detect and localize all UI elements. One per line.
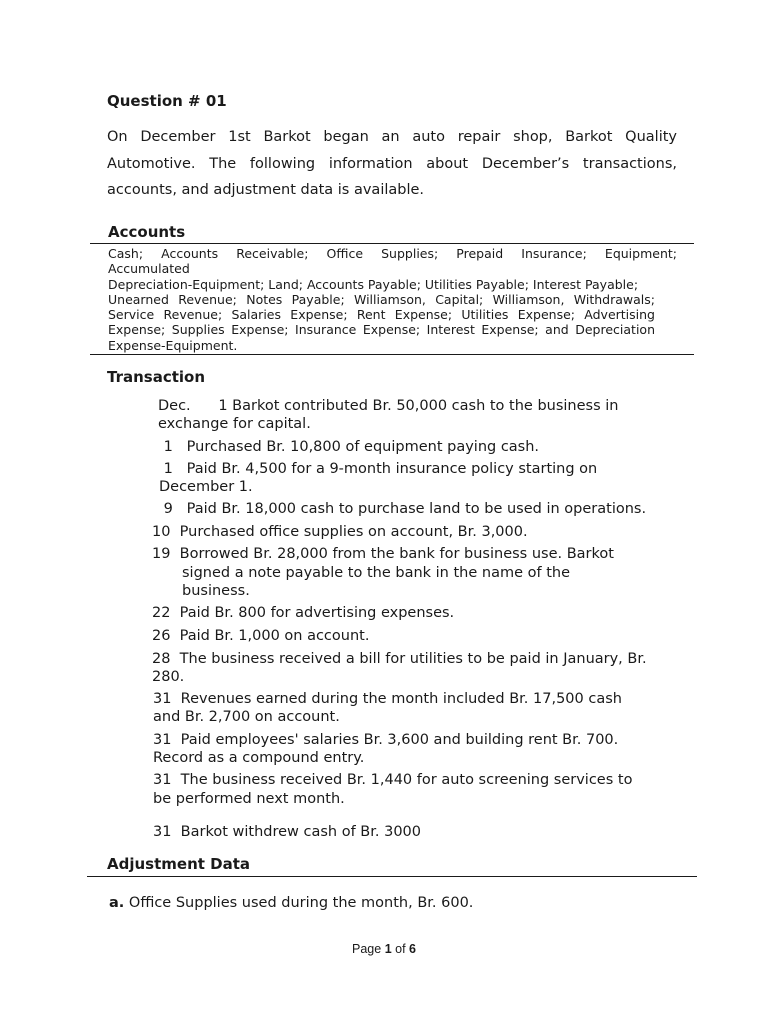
transaction-line: 9 Paid Br. 18,000 cash to purchase land to be used in operations.: [159, 501, 647, 517]
transaction-line: and Br. 2,700 on account.: [153, 709, 340, 725]
transaction-line: 31 Paid employees' salaries Br. 3,600 and building rent Br. 700.: [153, 732, 619, 748]
accounts-line: Expense-Equipment.: [108, 337, 238, 353]
transaction-line: 28 The business received a bill for utilities to be paid in January, Br.: [152, 651, 647, 667]
transaction-line: Dec. 1 Barkot contributed Br. 50,000 cash to the business in: [158, 398, 619, 414]
accounts-line: Service Revenue; Salaries Expense; Rent Expense; Utilities Expense; Advertising: [108, 307, 655, 323]
accounts-line: Unearned Revenue; Notes Payable; Williamson, Capital; Williamson, Withdrawals;: [108, 291, 655, 307]
transaction-line: business.: [182, 583, 250, 599]
intro-paragraph: On December 1st Barkot began an auto repair shop, Barkot Quality Automotive. The following information about December’s transactions, accounts, and adjustment data is available.: [107, 129, 677, 198]
transaction-line: 31 The business received Br. 1,440 for auto screening services to: [153, 772, 633, 788]
transaction-line: 10 Purchased office supplies on account, Br. 3,000.: [152, 524, 528, 540]
transaction-line: 31 Barkot withdrew cash of Br. 3000: [153, 824, 422, 840]
adjustment-heading: Adjustment Data: [107, 855, 251, 873]
adjustment-rule: [87, 876, 697, 877]
accounts-line: Expense; Supplies Expense; Insurance Expense; Interest Expense; and Depreciation: [108, 322, 655, 338]
question-title: Question # 01: [107, 92, 227, 110]
transaction-line: 1 Purchased Br. 10,800 of equipment paying cash.: [159, 439, 540, 455]
transaction-heading: Transaction: [107, 368, 206, 386]
footer-current-page: 1: [384, 942, 392, 956]
transaction-line: be performed next month.: [153, 791, 345, 807]
footer-total-pages: 6: [409, 942, 416, 956]
transaction-line: 19 Borrowed Br. 28,000 from the bank for business use. Barkot: [152, 546, 614, 562]
adjustment-item-a: [109, 895, 473, 911]
transaction-line: 22 Paid Br. 800 for advertising expenses.: [152, 605, 455, 621]
accounts-list: [108, 246, 677, 353]
accounts-bottom-rule: [90, 354, 694, 355]
transaction-line: Record as a compound entry.: [153, 750, 365, 766]
transaction-line: 31 Revenues earned during the month included Br. 17,500 cash: [153, 691, 622, 707]
adjustment-item-label: a.: [109, 895, 125, 911]
accounts-line: Accumulated: [108, 261, 190, 277]
transaction-line: exchange for capital.: [158, 416, 311, 432]
accounts-line: Depreciation-Equipment; Land; Accounts Payable; Utilities Payable; Interest Payable;: [108, 276, 639, 292]
accounts-top-rule: [90, 243, 694, 244]
footer-prefix: Page: [352, 942, 385, 956]
accounts-line: Cash; Accounts Receivable; Office Supplies; Prepaid Insurance; Equipment;: [108, 246, 677, 261]
transaction-line: December 1.: [159, 479, 253, 495]
page-footer: [0, 942, 768, 956]
footer-middle: of: [391, 942, 410, 956]
transaction-line: 280.: [152, 669, 185, 685]
accounts-heading: Accounts: [108, 223, 186, 241]
transaction-line: signed a note payable to the bank in the name of the: [182, 565, 571, 581]
transaction-line: 1 Paid Br. 4,500 for a 9-month insurance policy starting on: [159, 461, 598, 477]
adjustment-item-text: Office Supplies used during the month, Br. 600.: [124, 895, 474, 911]
transaction-line: 26 Paid Br. 1,000 on account.: [152, 628, 370, 644]
